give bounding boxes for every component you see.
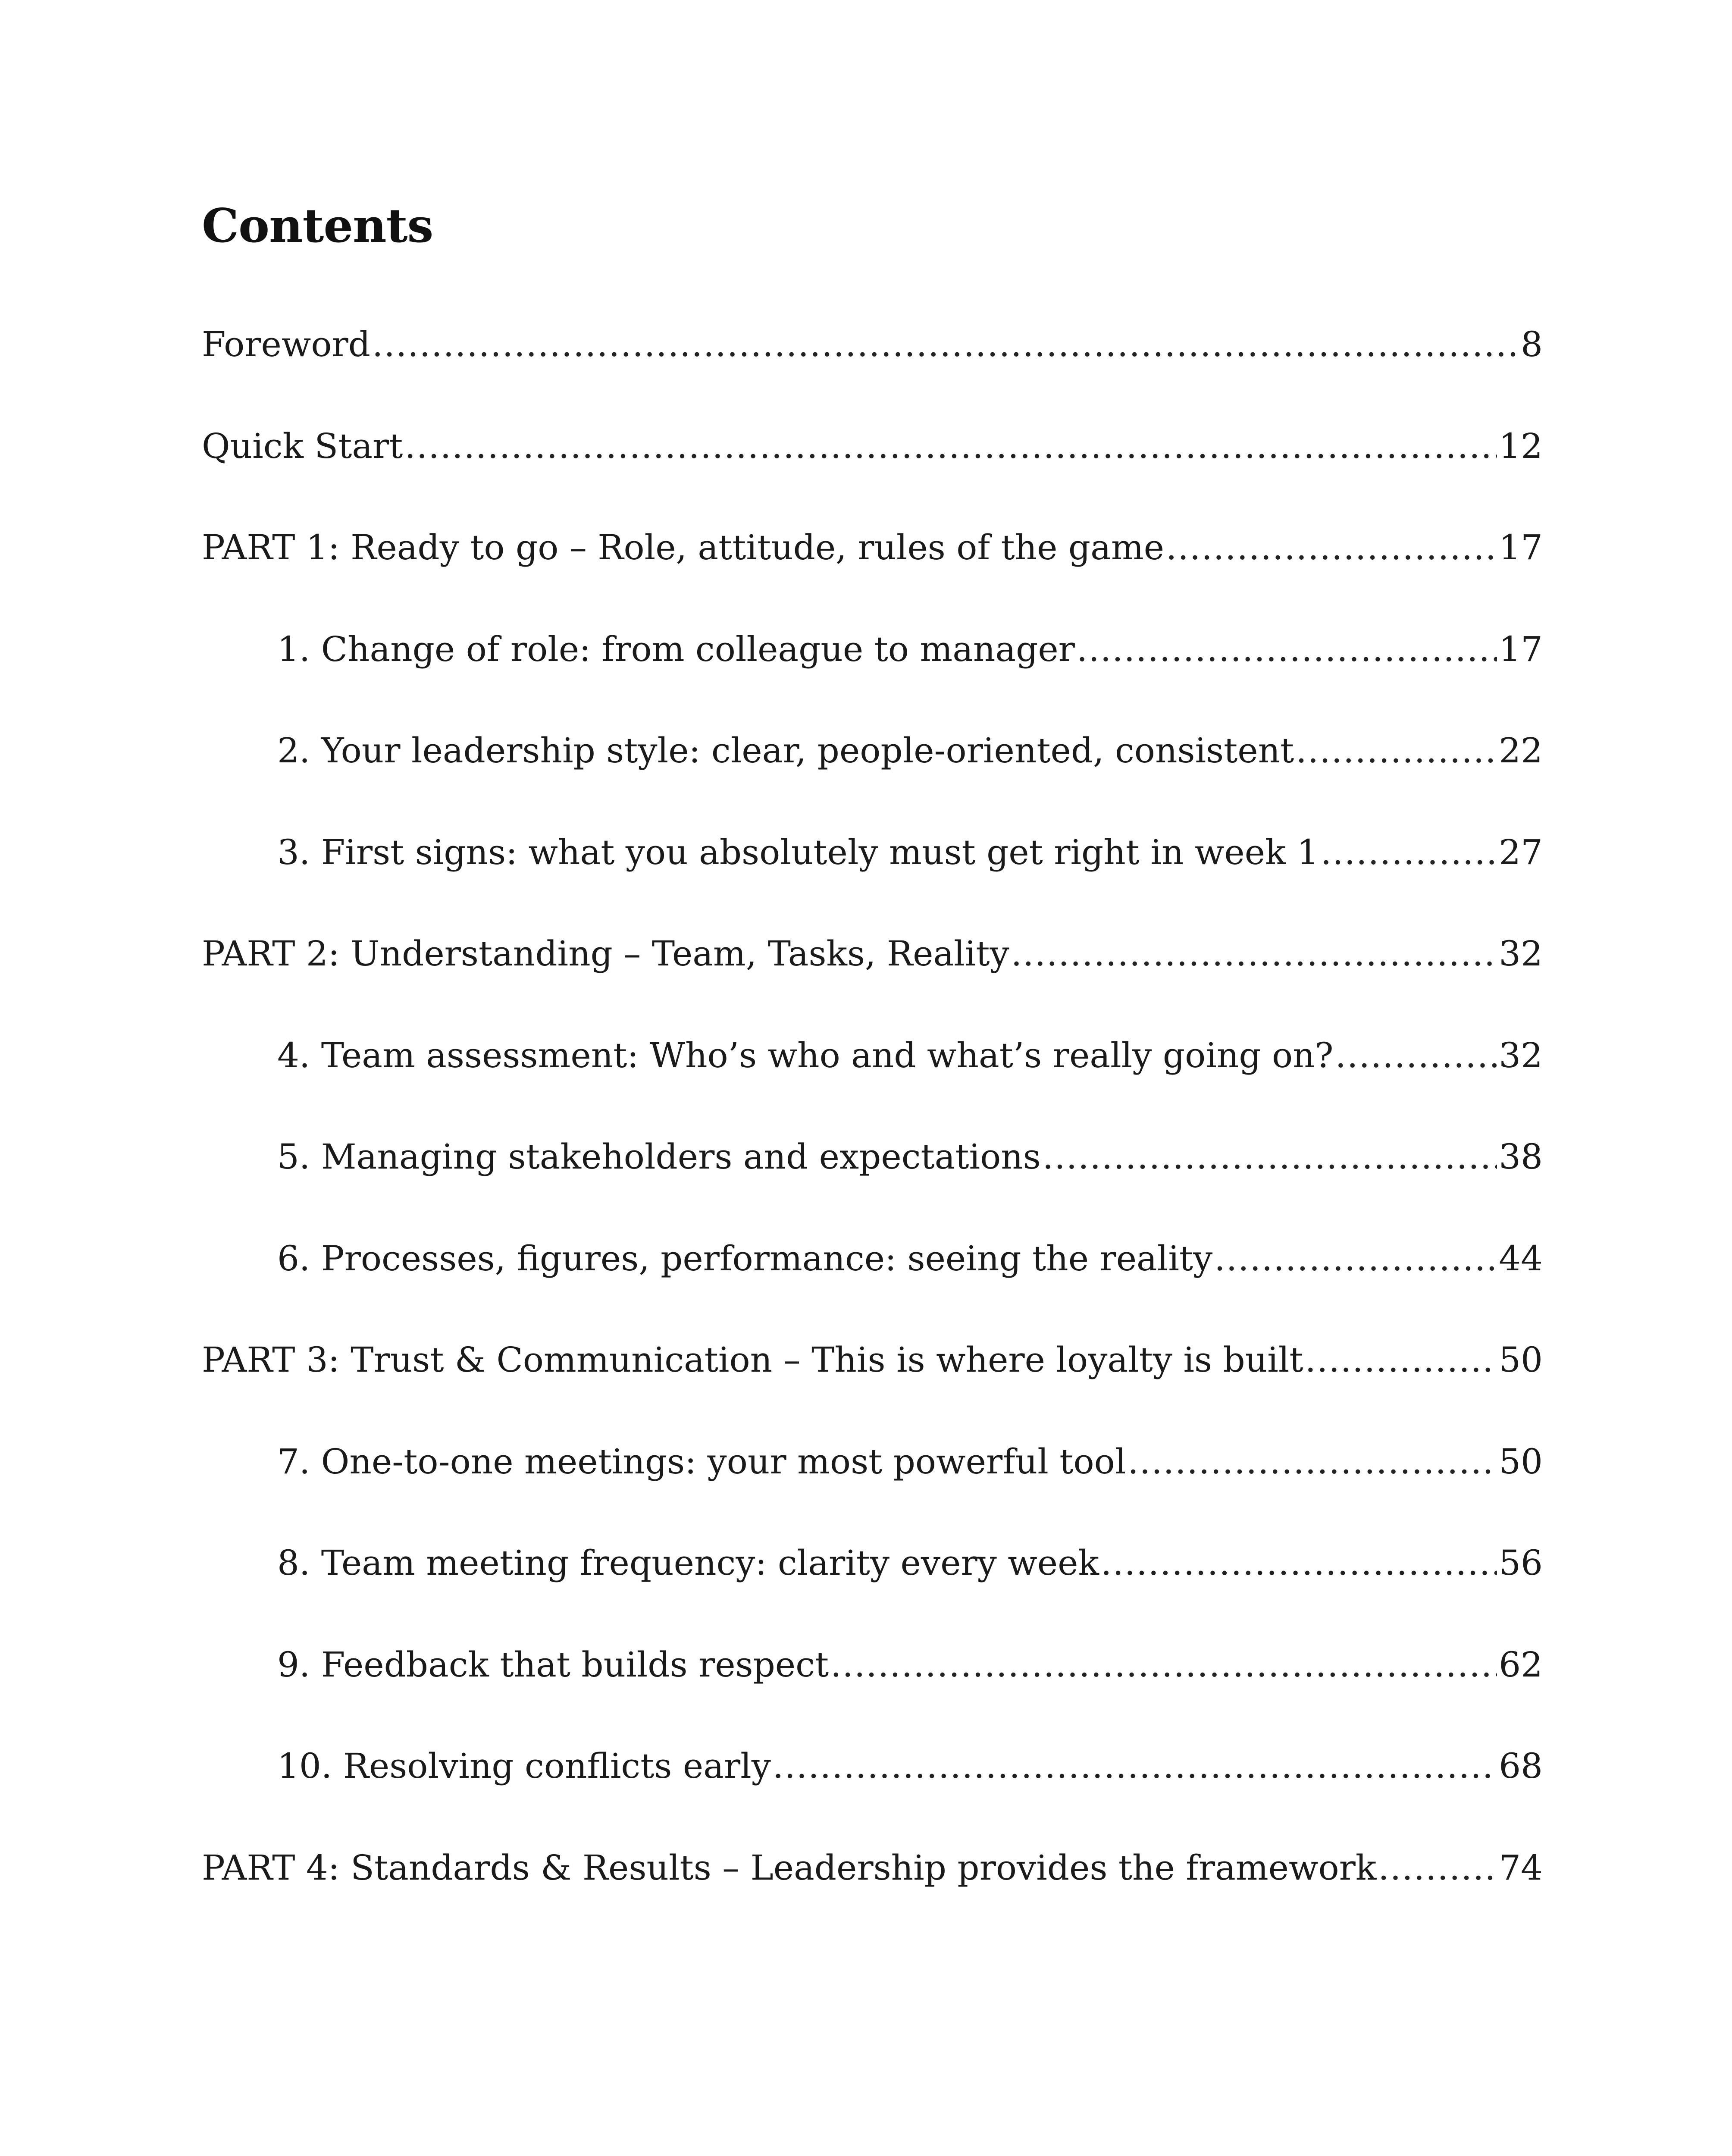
toc-entry-page: 27	[1499, 832, 1543, 872]
toc-dot-leader	[1166, 529, 1497, 567]
toc-entry-page: 38	[1499, 1137, 1543, 1177]
toc-entry[interactable]	[202, 630, 1543, 732]
toc-entry-title: PART 3: Trust & Communication – This is where loyalty is built	[202, 1340, 1303, 1380]
toc-entry-page: 32	[1499, 1035, 1543, 1075]
toc-entry-title: 1. Change of role: from colleague to manager	[277, 629, 1075, 669]
toc-entry[interactable]	[202, 1747, 1543, 1849]
toc-entry-page: 56	[1499, 1543, 1543, 1583]
toc-entry-title: 7. One-to-one meetings: your most powerful tool	[277, 1441, 1126, 1482]
toc-entry-title: PART 4: Standards & Results – Leadership provides the framework	[202, 1847, 1377, 1888]
toc-dot-leader	[1305, 1341, 1497, 1379]
toc-dot-leader	[1101, 1544, 1497, 1582]
toc-entry-title: PART 2: Understanding – Team, Tasks, Reality	[202, 934, 1009, 974]
toc-entry-title: 8. Team meeting frequency: clarity every week	[277, 1543, 1099, 1583]
toc-entry[interactable]	[202, 1240, 1543, 1341]
toc-dot-leader	[1321, 834, 1497, 871]
toc-entry[interactable]	[202, 326, 1543, 427]
toc-entry[interactable]	[202, 1849, 1543, 1951]
toc-entry-page: 32	[1499, 934, 1543, 974]
toc-dot-leader	[1011, 935, 1497, 973]
toc-entry-title: Quick Start	[202, 426, 403, 466]
toc-entry-title: 5. Managing stakeholders and expectations	[277, 1137, 1041, 1177]
toc-entry[interactable]	[202, 834, 1543, 935]
toc-entry[interactable]	[202, 529, 1543, 630]
toc-entry[interactable]	[202, 732, 1543, 834]
toc-entry-title: 10. Resolving conflicts early	[277, 1746, 771, 1786]
toc-entry[interactable]	[202, 1544, 1543, 1646]
toc-entry-page: 17	[1499, 527, 1543, 567]
toc-entry-page: 50	[1499, 1340, 1543, 1380]
toc-dot-leader	[1296, 732, 1497, 770]
toc-entry-page: 44	[1499, 1238, 1543, 1279]
toc-entry-title: 9. Feedback that builds respect	[277, 1644, 829, 1685]
toc-entry[interactable]	[202, 1646, 1543, 1748]
toc-entry[interactable]	[202, 1341, 1543, 1443]
toc-entry-page: 17	[1499, 629, 1543, 669]
toc-entry-title: Foreword	[202, 324, 370, 364]
toc-entry-title: 6. Processes, figures, performance: seeing the reality	[277, 1238, 1213, 1279]
toc-dot-leader	[1214, 1240, 1497, 1278]
toc-dot-leader	[1077, 630, 1497, 668]
toc-entry-page: 68	[1499, 1746, 1543, 1786]
table-of-contents	[202, 326, 1543, 1950]
toc-dot-leader	[1128, 1443, 1497, 1481]
toc-entry-title: 3. First signs: what you absolutely must get right in week 1	[277, 832, 1319, 872]
toc-entry-title: 4. Team assessment: Who’s who and what’s really going on?	[277, 1035, 1334, 1075]
toc-entry[interactable]	[202, 1037, 1543, 1138]
toc-dot-leader	[773, 1747, 1497, 1785]
toc-entry-page: 50	[1499, 1441, 1543, 1482]
toc-entry[interactable]	[202, 1138, 1543, 1240]
toc-entry[interactable]	[202, 935, 1543, 1037]
toc-entry-page: 62	[1499, 1644, 1543, 1685]
toc-entry[interactable]	[202, 427, 1543, 529]
toc-dot-leader	[830, 1646, 1497, 1684]
toc-dot-leader	[404, 427, 1497, 465]
toc-dot-leader	[1335, 1037, 1497, 1075]
toc-entry-page: 74	[1499, 1847, 1543, 1888]
toc-dot-leader	[1378, 1849, 1497, 1887]
toc-entry-title: 2. Your leadership style: clear, people-oriented, consistent	[277, 730, 1294, 771]
toc-entry-title: PART 1: Ready to go – Role, attitude, rules of the game	[202, 527, 1165, 567]
toc-entry-page: 12	[1499, 426, 1543, 466]
toc-entry-page: 8	[1521, 324, 1543, 364]
toc-entry[interactable]	[202, 1443, 1543, 1545]
page-title: Contents	[202, 199, 433, 253]
toc-dot-leader	[1043, 1138, 1497, 1176]
toc-entry-page: 22	[1499, 730, 1543, 771]
toc-dot-leader	[372, 326, 1519, 364]
